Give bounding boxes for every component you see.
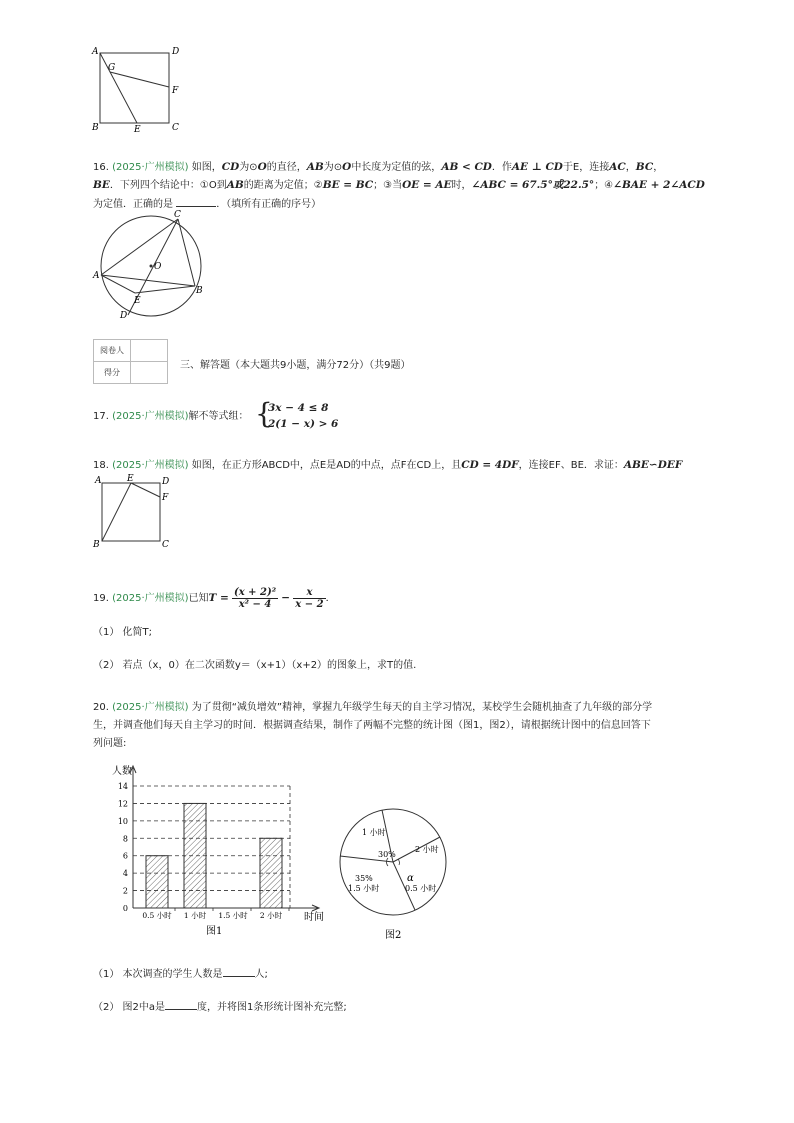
- slice-label-2h: 2 小时: [415, 845, 439, 854]
- q16-line-2: BE．下列四个结论中：①O到AB的距离为定值；②BE = BC；③当OE = AE时，∠ABC = 67.5°或22.5°；④∠BAE + 2∠ACD: [93, 179, 705, 191]
- question-number: 20.: [93, 702, 109, 713]
- q17: 17. (2025·广州模拟)解不等式组：: [93, 411, 249, 422]
- question-source: (2025·广州模拟): [112, 460, 189, 471]
- bar-chart: [100, 760, 340, 940]
- answer-blank[interactable]: [165, 999, 197, 1010]
- q18: 18. (2025·广州模拟) 如图，在正方形ABCD中，点E是AD的中点，点F在CD上，且CD = 4DF，连接EF、BE．求证：ABE∽DEF: [93, 459, 683, 471]
- pie-chart: [335, 808, 455, 943]
- q17-inequality-2: 2(1 − x) > 6: [268, 418, 339, 430]
- y-tick-label: 0: [122, 904, 128, 913]
- label-A: A: [93, 271, 100, 281]
- label-G: G: [108, 63, 116, 73]
- q20-part-2: （2） 图2中a是 度，并将图1条形统计图补充完整;: [93, 999, 347, 1015]
- label-O: O: [154, 262, 162, 272]
- label-F: F: [172, 86, 179, 96]
- question-source: (2025·广州模拟): [112, 411, 189, 422]
- x-tick-label: 2 小时: [259, 911, 283, 920]
- y-tick-label: 14: [117, 782, 128, 791]
- fraction-2: $\frac{x}{x - 2}$: [295, 586, 324, 610]
- label-E: E: [134, 296, 141, 306]
- x-tick-label: 1.5 小时: [218, 911, 248, 920]
- score-label: 得分: [94, 362, 131, 384]
- circle-figure: [90, 205, 210, 325]
- question-source: (2025·广州模拟): [112, 702, 189, 713]
- q17-brace: {: [255, 397, 273, 430]
- label-A: A: [92, 47, 99, 57]
- label-B: B: [93, 540, 100, 550]
- q16-line-1: 16. (2025·广州模拟) 如图，CD为⊙O的直径，AB为⊙O中长度为定值的弦，AB < CD．作AE ⊥ CD于E，连接AC，BC，: [93, 161, 664, 173]
- label-C: C: [172, 123, 179, 133]
- q20-line-2: 生，并调查他们每天自主学习的时间．根据调查结果，制作了两幅不完整的统计图（图1，图2），请根据统计图中的信息回答下: [93, 720, 651, 731]
- grader-cell[interactable]: [131, 340, 168, 362]
- score-cell[interactable]: [131, 362, 168, 384]
- y-axis-label: 人数: [112, 766, 132, 777]
- y-tick-label: 12: [117, 799, 128, 809]
- q17-inequality-1: 3x − 4 ≤ 8: [268, 402, 329, 414]
- fraction-1: $\frac{\text{(x + 2)²}}{\text{x² − 4}}$: [234, 586, 277, 610]
- score-table: [93, 339, 168, 384]
- slice-label-05h: 0.5 小时: [405, 884, 437, 893]
- x-tick-label: 1 小时: [183, 911, 207, 920]
- q16-line-3: 为定值．正确的是 ．（填所有正确的序号）: [93, 196, 321, 212]
- slice-label-15h: 1.5 小时: [348, 884, 380, 893]
- question-number: 16.: [93, 162, 109, 173]
- slice-label-35: 35%: [355, 874, 373, 883]
- label-A: A: [95, 476, 102, 486]
- question-number: 17.: [93, 411, 109, 422]
- x-axis-label: 时间: [304, 912, 324, 923]
- bar: [260, 838, 282, 908]
- chart-caption: 图1: [206, 926, 223, 937]
- bar: [184, 803, 206, 908]
- label-D: D: [172, 47, 180, 57]
- q20-line-1: 20. (2025·广州模拟) 为了贯彻“减负增效”精神，掌握九年级学生每天的自主学习情况，某校学生会随机抽查了九年级的部分学: [93, 702, 653, 713]
- grader-label: 阅卷人: [94, 340, 131, 362]
- bar: [146, 856, 168, 908]
- y-tick-label: 2: [122, 886, 128, 896]
- label-D: D: [162, 477, 170, 487]
- y-tick-label: 8: [122, 834, 128, 844]
- slice-label-30: 30%: [378, 850, 396, 859]
- y-tick-label: 10: [117, 816, 128, 826]
- label-E: E: [127, 474, 134, 484]
- slice-label-alpha: α: [407, 873, 414, 884]
- q19-part-2: （2） 若点（x，0）在二次函数y＝（x+1）（x+2）的图象上，求T的值.: [93, 660, 417, 671]
- chart-caption: 图2: [385, 930, 402, 941]
- y-tick-label: 6: [122, 851, 128, 861]
- label-B: B: [92, 123, 99, 133]
- question-number: 18.: [93, 460, 109, 471]
- label-F: F: [162, 493, 169, 503]
- question-number: 19.: [93, 593, 109, 604]
- x-tick-label: 0.5 小时: [142, 911, 172, 920]
- question-source: (2025·广州模拟): [112, 162, 189, 173]
- q19-part-1: （1） 化简T;: [93, 627, 153, 638]
- label-C: C: [162, 540, 169, 550]
- label-E: E: [134, 125, 141, 135]
- square-figure-1: [88, 42, 188, 137]
- q19: 19. (2025·广州模拟)已知T = $\frac{\text{(x + 2)²}}{\text{x² − 4}}$ − $\frac{x}{x - 2}$ ．: [93, 586, 336, 610]
- label-B: B: [196, 286, 203, 296]
- square-figure-2: [90, 473, 180, 553]
- slice-label-1h: 1 小时: [362, 828, 386, 837]
- answer-blank[interactable]: [223, 966, 255, 977]
- q20-part-1: （1） 本次调查的学生人数是 人;: [93, 966, 268, 982]
- section-title: 三、解答题（本大题共9小题，满分72分）（共9题）: [180, 360, 411, 371]
- question-source: (2025·广州模拟): [112, 593, 189, 604]
- label-D: D: [120, 311, 128, 321]
- label-C: C: [174, 210, 181, 220]
- q20-line-3: 列问题:: [93, 738, 127, 749]
- y-tick-label: 4: [122, 869, 128, 879]
